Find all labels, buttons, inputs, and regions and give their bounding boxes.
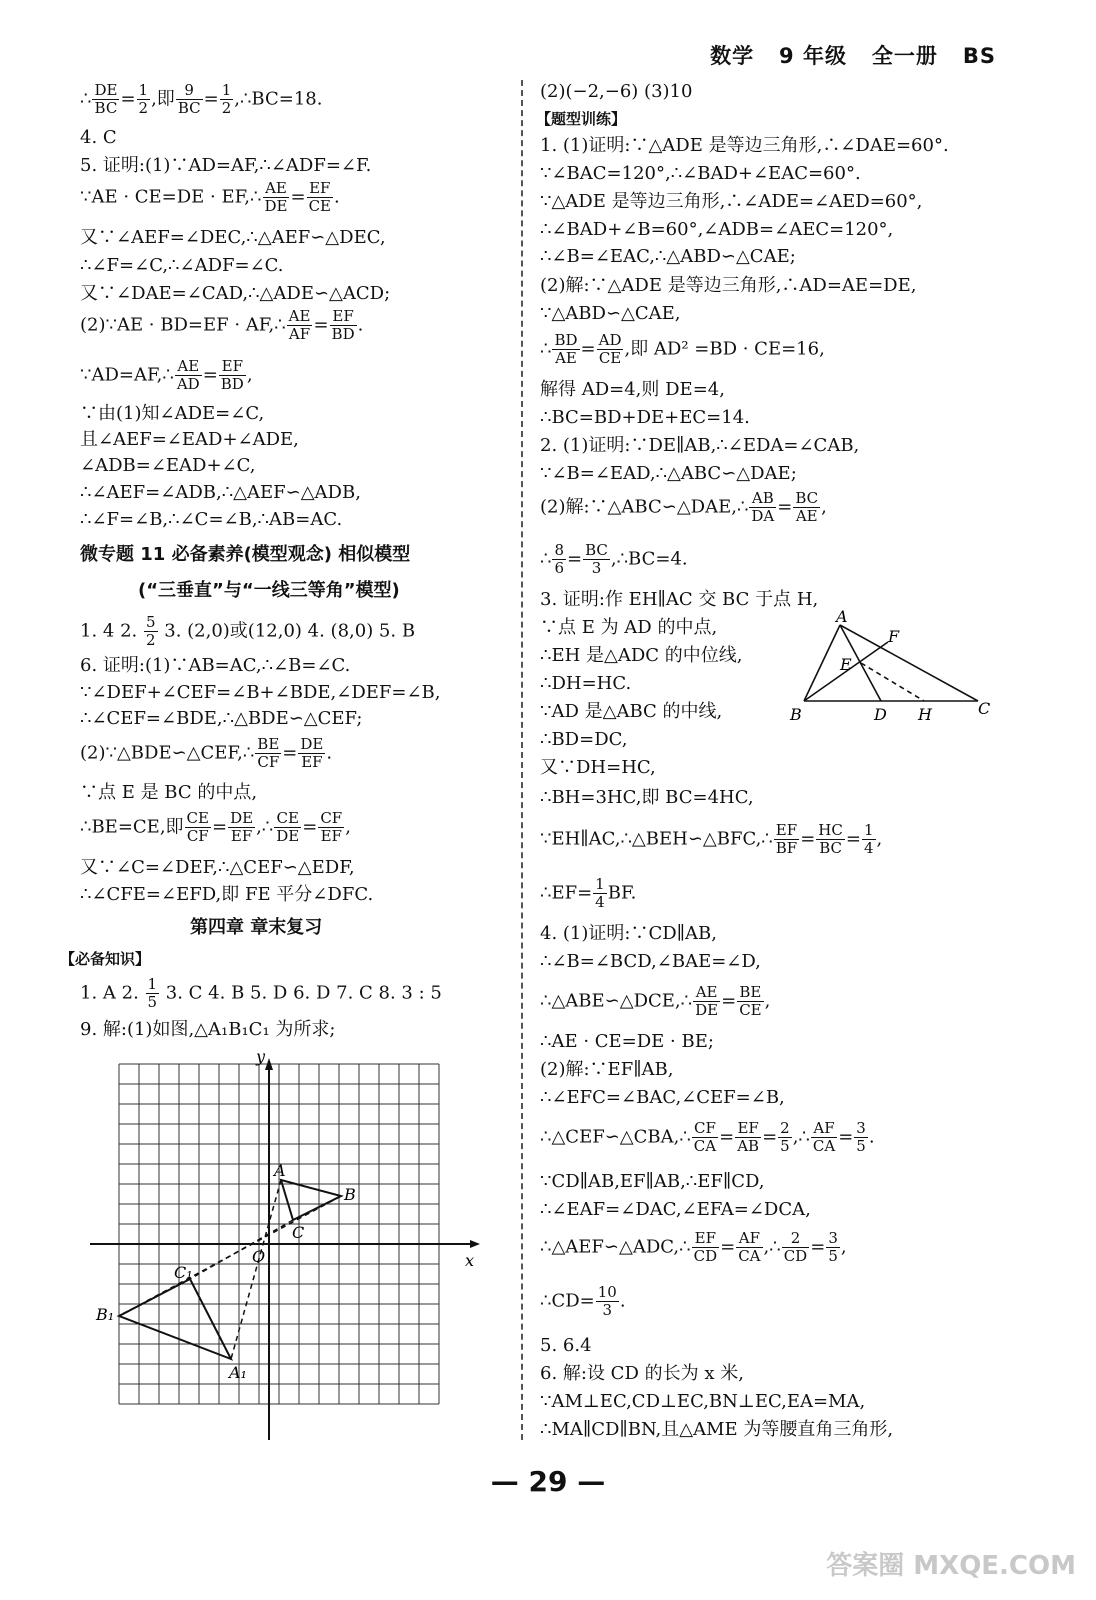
answer-line: ∴ $\frac{DE}{BC}$ = $\frac{1}{2}$ ,即 $\frac{9}{BC}$ = $\frac{1}{2}$ ,∴BC=18. [80, 81, 323, 117]
answer-line: ∵AD 是△ABC 的中线, [540, 701, 723, 722]
triangle-a1b1c1 [119, 1279, 231, 1359]
column-divider [521, 80, 523, 1440]
answer-line: 又∵DH=HC, [540, 757, 656, 778]
answer-line: ∠ADB=∠EAD+∠C, [80, 455, 256, 476]
answer-line: 6. 证明:(1)∵AB=AC,∴∠B=∠C. [80, 655, 351, 676]
section-title: 微专题 11 必备素养(模型观念) 相似模型 [80, 544, 411, 565]
x-axis-arrow [470, 1240, 480, 1248]
answer-line: 4. C [80, 127, 117, 148]
answer-line: ∵△ABD∽△CAE, [540, 303, 681, 324]
answer-line: 解得 AD=4,则 DE=4, [540, 379, 725, 400]
origin-label: O [252, 1247, 266, 1266]
answer-line: 1. 4 2. $\frac{5}{2}$ 3. (2,0)或(12,0) 4. (8,0) 5. B [80, 613, 416, 649]
point-a1-label: A₁ [229, 1363, 247, 1382]
point-a-label: A [274, 1161, 286, 1180]
watermark-logo: 答案圈 MXQE.COM [826, 1551, 1076, 1581]
x-axis-label: x [465, 1251, 475, 1270]
answer-line: ∴∠EAF=∠DAC,∠EFA=∠DCA, [540, 1199, 811, 1220]
answer-line: 且∠AEF=∠EAD+∠ADE, [80, 429, 299, 450]
answer-line: ∴CD= $\frac{10}{3}$ . [540, 1283, 626, 1319]
answer-line: 1. (1)证明:∵△ADE 是等边三角形,∴∠DAE=60°. [540, 135, 949, 156]
answer-line: ∴∠F=∠B,∴∠C=∠B,∴AB=AC. [80, 509, 343, 530]
y-axis-label: y [256, 1048, 266, 1066]
answer-line: ∴BC=BD+DE+EC=14. [540, 407, 750, 428]
header-grade: 9 年级 [779, 44, 847, 68]
section-subtitle: (“三垂直”与“一线三等角”模型) [138, 580, 400, 601]
page-header [710, 40, 996, 70]
answer-line: 又∵∠C=∠DEF,∴△CEF∽△EDF, [80, 857, 355, 878]
answer-line: ∴MA∥CD∥BN,且△AME 为等腰直角三角形, [540, 1419, 894, 1440]
answer-line: ∴∠BAD+∠B=60°,∠ADB=∠AEC=120°, [540, 219, 894, 240]
answer-line: ∴∠B=∠EAC,∴△ABD∽△CAE; [540, 246, 796, 267]
answer-line: ∴BH=3HC,即 BC=4HC, [540, 787, 754, 808]
fig-label-f: F [888, 627, 900, 646]
answer-line: ∴∠EFC=∠BAC,∠CEF=∠B, [540, 1087, 785, 1108]
answer-line: ∵AE · CE=DE · EF,∴ $\frac{AE}{DE}$ = $\frac{EF}{CE}$ . [80, 179, 340, 215]
triangle-figure-svg [788, 608, 998, 728]
answer-line: ∵AM⊥EC,CD⊥EC,BN⊥EC,EA=MA, [540, 1391, 866, 1412]
header-edition: BS [962, 44, 996, 68]
fig-label-b: B [790, 705, 802, 724]
answer-line: ∵CD∥AB,EF∥AB,∴EF∥CD, [540, 1171, 765, 1192]
answer-line: ∴BE=CE,即 $\frac{CE}{CF}$ = $\frac{DE}{EF}$ ,∴ $\frac{CE}{DE}$ = $\frac{CF}{EF}$ , [80, 809, 351, 845]
answer-line: ∵∠B=∠EAD,∴△ABC∽△DAE; [540, 463, 797, 484]
answer-line: 3. 证明:作 EH∥AC 交 BC 于点 H, [540, 589, 819, 610]
page-number: — 29 — [490, 1465, 606, 1498]
answer-line: (2)解:∵△ABC∽△DAE,∴ $\frac{AB}{DA}$ = $\frac{BC}{AE}$ , [540, 489, 827, 525]
answer-line: ∴△ABE∽△DCE,∴ $\frac{AE}{DE}$ = $\frac{BE}{CE}$ , [540, 983, 771, 1019]
answer-line: ∵∠DEF+∠CEF=∠B+∠BDE,∠DEF=∠B, [80, 682, 441, 703]
answer-line: ∵点 E 是 BC 的中点, [80, 782, 258, 803]
segment-ab [804, 625, 840, 701]
answer-line: ∴ $\frac{8}{6}$ = $\frac{BC}{3}$ ,∴BC=4. [540, 541, 688, 577]
answer-line: 1. A 2. $\frac{1}{5}$ 3. C 4. B 5. D 6. D 7. C 8. 3 : 5 [80, 975, 442, 1011]
point-c1-label: C₁ [174, 1263, 193, 1282]
answer-line: ∴∠CFE=∠EFD,即 FE 平分∠DFC. [80, 884, 374, 905]
fig-label-c: C [978, 699, 991, 718]
coordinate-grid-figure [90, 1048, 490, 1443]
answer-line: ∵由(1)知∠ADE=∠C, [80, 403, 265, 424]
answer-line: ∴EF= $\frac{1}{4}$ BF. [540, 875, 637, 911]
answer-line: 又∵∠DAE=∠CAD,∴△ADE∽△ACD; [80, 283, 391, 304]
chapter-title: 第四章 章末复习 [190, 917, 323, 938]
answer-line: 2. (1)证明:∵DE∥AB,∴∠EDA=∠CAB, [540, 435, 860, 456]
answer-line: ∴∠B=∠BCD,∠BAE=∠D, [540, 951, 761, 972]
answer-line: ∴BD=DC, [540, 729, 628, 750]
header-subject: 数学 [710, 44, 755, 68]
fig-label-e: E [840, 655, 852, 674]
answer-line: ∴AE · CE=DE · BE; [540, 1031, 714, 1052]
answer-line: 9. 解:(1)如图,△A₁B₁C₁ 为所求; [80, 1019, 336, 1040]
answer-line: ∵AD=AF,∴ $\frac{AE}{AD}$ = $\frac{EF}{BD}$ , [80, 357, 253, 393]
answer-line: ∴EH 是△ADC 的中位线, [540, 645, 743, 666]
answer-line: ∴∠CEF=∠BDE,∴△BDE∽△CEF; [80, 708, 363, 729]
triangle-abc [281, 1180, 341, 1220]
triangle-figure [788, 608, 998, 728]
answer-line: (2)解:∵△ADE 是等边三角形,∴AD=AE=DE, [540, 275, 917, 296]
answer-line: 4. (1)证明:∵CD∥AB, [540, 923, 717, 944]
header-volume: 全一册 [871, 44, 938, 68]
answer-line: ∵∠BAC=120°,∴∠BAD+∠EAC=60°. [540, 163, 861, 184]
coordinate-grid-svg [90, 1048, 490, 1443]
answer-line: ∴ $\frac{BD}{AE}$ = $\frac{AD}{CE}$ ,即 AD² =BD · CE=16, [540, 331, 825, 367]
fig-label-h: H [918, 705, 932, 724]
point-c-label: C [292, 1223, 305, 1242]
point-b1-label: B₁ [96, 1305, 115, 1324]
answer-line: (2)(−2,−6) (3)10 [540, 81, 693, 102]
section-tag: 【必备知识】 [60, 950, 151, 968]
answer-line: ∵点 E 为 AD 的中点, [540, 617, 718, 638]
answer-line: 6. 解:设 CD 的长为 x 米, [540, 1363, 744, 1384]
fig-label-d: D [874, 705, 887, 724]
answer-line: ∵△ADE 是等边三角形,∴∠ADE=∠AED=60°, [540, 191, 923, 212]
section-tag: 【题型训练】 [536, 110, 627, 128]
answer-line: (2)∵△BDE∽△CEF,∴ $\frac{BE}{CF}$ = $\frac{DE}{EF}$ . [80, 735, 333, 771]
answer-line: ∵EH∥AC,∴△BEH∽△BFC,∴ $\frac{EF}{BF}$ = $\frac{HC}{BC}$ = $\frac{1}{4}$ , [540, 821, 883, 857]
answer-line: ∴∠F=∠C,∴∠ADF=∠C. [80, 255, 284, 276]
answer-line: 又∵∠AEF=∠DEC,∴△AEF∽△DEC, [80, 227, 386, 248]
answer-line: 5. 6.4 [540, 1335, 592, 1356]
answer-line: (2)解:∵EF∥AB, [540, 1059, 674, 1080]
answer-line: 5. 证明:(1)∵AD=AF,∴∠ADF=∠F. [80, 155, 372, 176]
answer-line: ∴△AEF∽△ADC,∴ $\frac{EF}{CD}$ = $\frac{AF}{CA}$ ,∴ $\frac{2}{CD}$ = $\frac{3}{5}$ , [540, 1229, 847, 1265]
point-b-label: B [344, 1185, 356, 1204]
answer-line: ∴DH=HC. [540, 673, 632, 694]
answer-line: (2)∵AE · BD=EF · AF,∴ $\frac{AE}{AF}$ = $\frac{EF}{BD}$ . [80, 307, 364, 343]
fig-label-a: A [836, 608, 848, 626]
answer-line: ∴∠AEF=∠ADB,∴△AEF∽△ADB, [80, 482, 361, 503]
answer-line: ∴△CEF∽△CBA,∴ $\frac{CF}{CA}$ = $\frac{EF}{AB}$ = $\frac{2}{5}$ ,∴ $\frac{AF}{CA}$ = $\frac{3}{5}$ . [540, 1119, 875, 1155]
